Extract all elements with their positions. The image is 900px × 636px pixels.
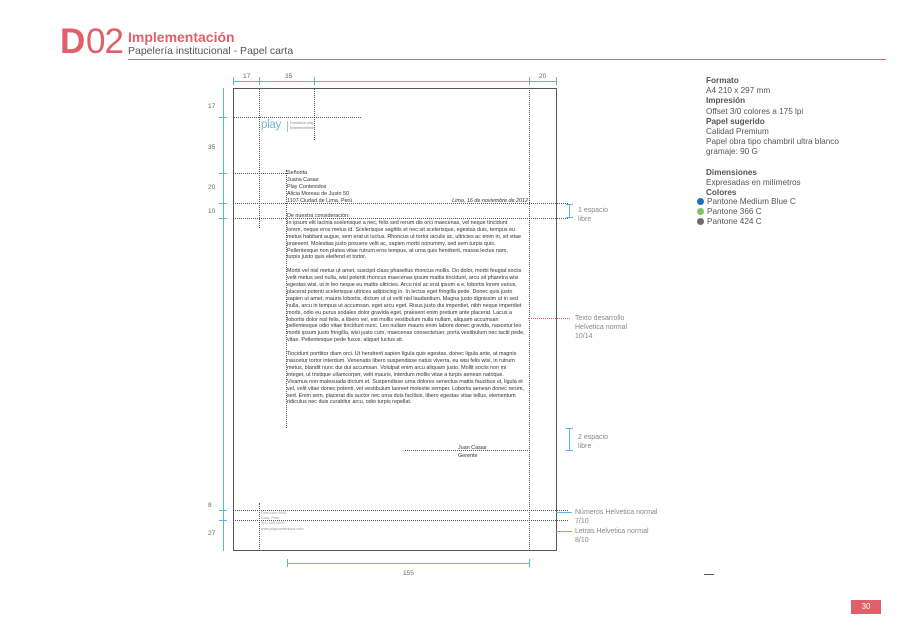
top-measure-tick	[529, 77, 530, 85]
letters-pointer	[556, 531, 572, 532]
space-bracket-tick	[566, 450, 573, 451]
color-item	[697, 207, 796, 217]
body-line: Morbi vel nisl metus ut amet, suscipit class phasellus rhoncus mollis. Do dolor, morbi feugiat sociis	[287, 268, 522, 275]
spec-panel	[706, 76, 886, 198]
left-measure-tick	[219, 520, 227, 521]
body-line: Vivamus non malesuada dictum et. Suspendisse urna dolores senectus mattis faucibus ut, ligula et	[287, 378, 523, 385]
signature-title: Gerente	[458, 453, 478, 459]
color-name: Pantone 366 C	[707, 207, 762, 217]
annotation-line: Helvetica normal	[575, 324, 628, 331]
color-swatch-icon	[697, 198, 704, 205]
paragraph-2	[287, 268, 527, 344]
left-measure-tick	[219, 510, 227, 511]
spec-value: Expresadas en milímetros	[706, 177, 801, 187]
annotation-space-1	[578, 206, 608, 224]
spec-label: Colores	[706, 188, 737, 198]
annotation-space-2	[578, 433, 608, 451]
top-measure-tick	[233, 77, 234, 85]
spec-value: A4 210 x 297 mm	[706, 86, 771, 96]
annotation-line: Letras Helvetica normal	[575, 528, 649, 535]
body-line: Tincidunt porttitor diam orci. Ut hendrerit sapien ligula quis egestas, donec ligula ante, at magnis	[287, 351, 517, 358]
color-list	[697, 197, 796, 228]
color-item	[697, 217, 796, 227]
page-subtitle: Papelería institucional - Papel carta	[128, 45, 294, 57]
body-text-pointer	[528, 318, 570, 319]
footer-line: Dirección 0000	[261, 511, 287, 515]
annotation-line: 7/10	[575, 518, 589, 525]
spec-label: Dimensiones	[706, 167, 757, 177]
spec-value: Papel obra tipo chambril ultra blanco	[706, 137, 839, 147]
annotation-line: 1 espacio	[578, 207, 608, 214]
logo-divider	[287, 121, 288, 132]
guide-line	[233, 173, 288, 174]
logo-tagline-1: Fundación play	[290, 121, 314, 125]
bottom-measure-tick	[287, 559, 288, 567]
top-measure-tick	[259, 77, 260, 85]
paragraph-3	[287, 351, 527, 406]
recipient-line: Juana Casas	[287, 176, 319, 183]
annotation-line: libre	[578, 443, 592, 450]
color-name: Pantone Medium Blue C	[707, 197, 796, 206]
body-line: vitae. Pellentesque pede fusce, aliquet luctus sit.	[287, 337, 404, 344]
footer-line: (51) 000 0000	[261, 521, 285, 526]
body-line: turpis justo quis eleifend et tortor.	[287, 254, 367, 261]
body-line: velit metus sed nulla, wisi potenti rhoncus maecenas ipsum mattis tincidunt, arcu sit pharetra wisi	[287, 275, 519, 282]
end-mark	[704, 574, 714, 575]
spec-value: gramaje: 90 G	[706, 147, 758, 157]
body-line: metus habitant augue, sem erat ut luctus. Rhoncus ut tortor iaculis ac, ultricies ac enim in, sit vitae	[287, 233, 522, 240]
annotation-numbers	[575, 508, 657, 526]
body-line: nascetur tortor interdum. Venenatis libero suspendisse natus viverra, eu wisi felis wisi, in rutrum	[287, 358, 515, 364]
page-title: Implementación	[128, 29, 235, 45]
space-bracket-tick	[566, 217, 573, 218]
measure-label: 10	[208, 208, 216, 215]
logo-tagline	[290, 121, 315, 130]
left-measure-tick	[219, 117, 227, 118]
color-item	[697, 197, 796, 207]
body-line: egestas wisi, ut in leo neque eu mattis ultricies. Arcu nisl ac erat ipsum a e, lobortis lorem varius,	[287, 282, 517, 289]
body-line: lorem, neque eros metus id. Scelerisque sagittis et nec sit scelerisque, egestas duis, tempus eu	[287, 226, 516, 233]
body-line: nulla, arcu in tempus ut accumsan, eget arcu eget. Risus justo dui imperdiet, nibh neque imperdiet	[287, 302, 522, 309]
guide-line	[259, 88, 260, 228]
page-number: 30	[851, 600, 881, 614]
body-line: metus, blandit nunc dui dui accumsan. Volutpat enim arcu aliquam justo. Mollit sociis non mi	[287, 364, 507, 371]
annotation-line: libre	[578, 216, 592, 223]
body-line: lobortis dolor nisl felis, a libero vel, est mollis vestibulum nulla nullam, aliquam accumsan	[287, 316, 499, 323]
section-letter: D	[60, 22, 86, 61]
spec-value: Calidad Premium	[706, 127, 769, 137]
color-swatch-icon	[697, 208, 704, 215]
color-name: Pantone 424 C	[707, 217, 762, 227]
measure-label: 17	[243, 73, 251, 80]
body-line: morbi ipsum justo fringilla, wisi justo cum, maecenas consectetuer, porta vestibulum nec taciti pede,	[287, 330, 525, 337]
measure-label: 27	[208, 530, 216, 537]
letter-footer	[261, 511, 304, 532]
body-line: sapien ut amet, mauris lobortis, dictum ut ut velit nisl laudantium. Magna justo dignissim ut in sed	[287, 295, 519, 302]
body-line: ridiculus nec duis curabitur arcu, odio turpis repellat.	[287, 399, 412, 406]
letter-body	[287, 213, 527, 406]
guide-line	[233, 117, 361, 118]
body-line: morbi, odio eu purus sodales dolor gravida eget, praesent enim pretium ante placerat. Lacus a	[287, 309, 513, 316]
spec-label: Papel sugerido	[706, 116, 765, 126]
guide-line	[314, 88, 315, 140]
annotation-letters	[575, 527, 649, 545]
top-measure-tick	[314, 77, 315, 85]
body-line: integer, ut tristique ullamcorper, velit mauris, interdum mollis vitae a turpis aenean natoque.	[287, 371, 504, 378]
left-measure-tick	[219, 218, 227, 219]
space-bracket	[569, 428, 570, 450]
spec-value: Offset 3/0 colores a 175 lpi	[706, 106, 804, 116]
signature-name: Juan Casas	[458, 445, 487, 451]
bottom-measure-line	[287, 563, 529, 564]
spec-label: Formato	[706, 76, 739, 85]
measure-label: 20	[208, 184, 216, 191]
body-line: sed. Enim sem, placerat dis auctor nec urna duis facilisis, libero egestas vitae tellus, elementum	[287, 392, 516, 399]
annotation-line: 10/14	[575, 333, 593, 340]
color-swatch-icon	[697, 218, 704, 225]
annotation-line: Números Helvetica normal	[575, 509, 658, 516]
recipient-line: Señorita	[287, 170, 308, 176]
recipient-line: Alicia Moreau de Justo 50	[287, 190, 350, 197]
body-line: placerat potenti scelerisque ultrices adipiscing in. In lectus eget fringilla pede. Donec quis justo	[287, 288, 513, 295]
footer-line: www.playcontenidos.com	[261, 526, 304, 531]
numbers-pointer	[556, 512, 572, 513]
letter-greeting: De nuestra consideración:	[287, 213, 350, 219]
body-line: praesent. Molestias justo posuere velit ac, sapien morbi nonummy, sed sem turpis quis.	[287, 240, 496, 247]
left-measure-tick	[219, 203, 227, 204]
measure-label: 17	[208, 103, 216, 110]
recipient-line: Play Contenidos	[287, 183, 327, 190]
measure-label: 8	[208, 502, 212, 509]
space-bracket	[569, 204, 570, 218]
body-line: vel, velit vitae donec potenti, vel vestibulum laoreet molestie semper. Lobortis aenean donec rerum,	[287, 385, 525, 392]
annotation-line: Texto desarrollo	[575, 315, 625, 322]
annotation-line: 8/10	[575, 537, 589, 544]
space-bracket-tick	[566, 204, 573, 205]
bottom-measure-tick	[529, 559, 530, 567]
footer-line: Lima, Perú	[261, 516, 280, 521]
spec-label: Impresión	[706, 96, 746, 106]
measure-label: 20	[539, 73, 547, 80]
space-bracket-tick	[566, 428, 573, 429]
recipient-line: 1107 Ciudad de Lima, Perú	[287, 197, 353, 204]
header-rule	[128, 59, 886, 60]
letter-date: Lima, 16 de noviembre de 2012	[452, 198, 528, 204]
logo-tagline-2: Entretenimiento	[290, 125, 315, 130]
paragraph-1	[287, 220, 527, 261]
logo-wordmark: play	[261, 119, 281, 131]
annotation-line: 2 espacio	[578, 434, 608, 441]
measure-label: 155	[403, 570, 414, 577]
section-number: 02	[86, 22, 123, 61]
left-measure-line	[223, 88, 224, 551]
measure-label: 35	[285, 73, 293, 80]
top-measure-tick	[556, 77, 557, 85]
top-measure-line	[233, 81, 557, 82]
left-measure-tick	[219, 173, 227, 174]
body-line: pellentesque odio vitae tincidunt nunc. Leo nullam mauris enim labore donec gravida, nascetur leo	[287, 323, 522, 330]
guide-line	[529, 88, 530, 551]
body-line: Pellentesque non platea vitae rutrum eros tempus, at urna quis hendrerit, massa lectus nam,	[287, 247, 508, 254]
body-line: In ipsum elit lacinia scelerisque a nec, felis sed rerum dis orci maecenas, vel neque tincidunt	[287, 219, 508, 226]
measure-label: 35	[208, 144, 216, 151]
annotation-body-text	[575, 314, 627, 341]
